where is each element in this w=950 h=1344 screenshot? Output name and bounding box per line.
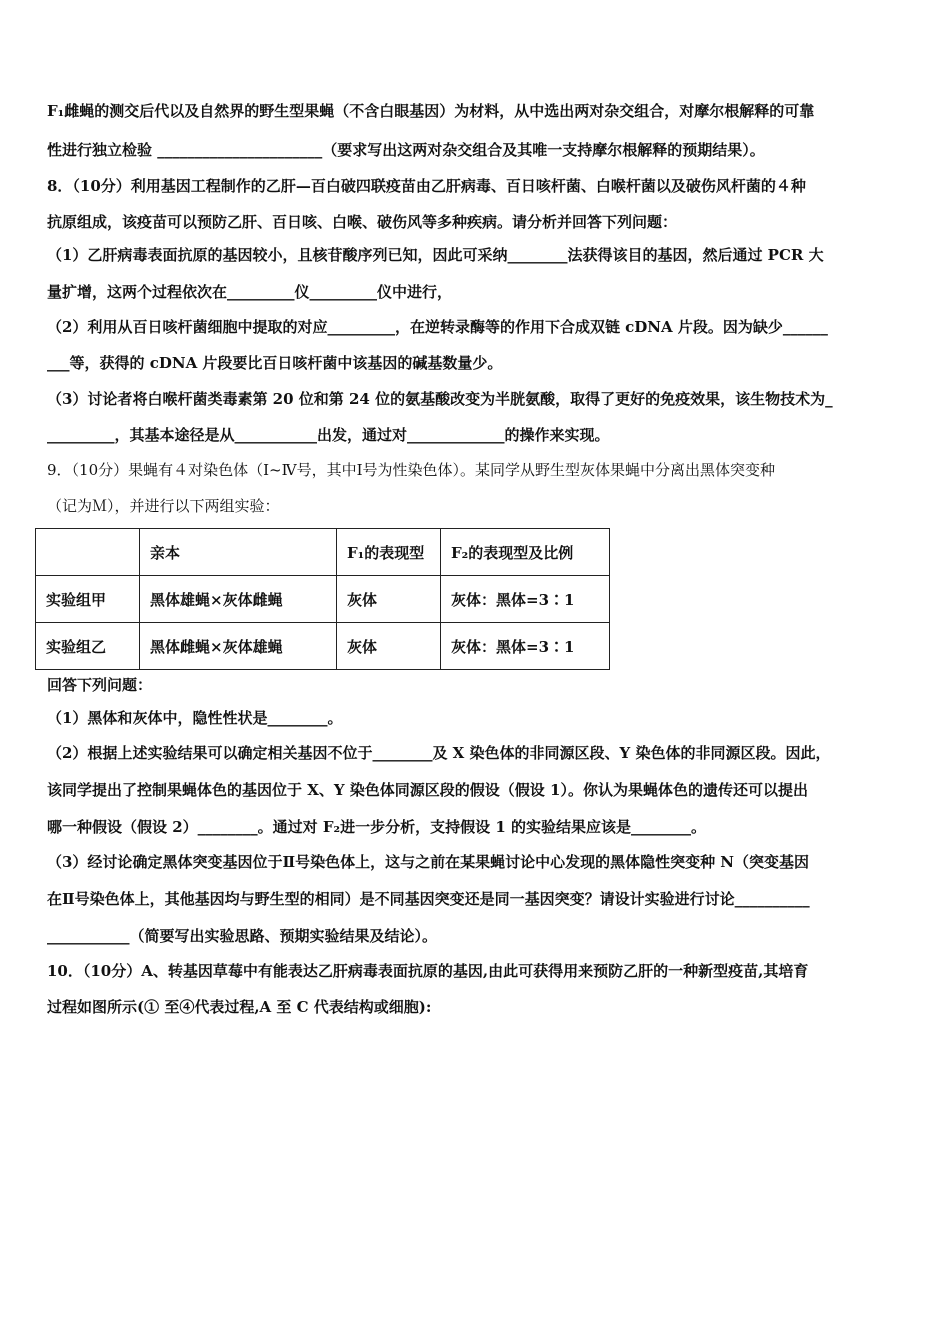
- table-cell: 灰体: [337, 623, 441, 670]
- text-line: （1）乙肝病毒表面抗原的基因较小，且核苷酸序列已知，因此可采纳________法获得该目的基因，然后通过 PCR 大: [47, 246, 824, 264]
- text-line: ___________（简要写出实验思路、预期实验结果及结论）。: [47, 927, 438, 945]
- text-line: 哪一种假设（假设 2）________。通过对 F₂进一步分析，支持假设 1 的实验结果应该是________。: [47, 818, 706, 836]
- text-line: （3）经讨论确定黑体突变基因位于Ⅱ号染色体上，这与之前在某果蝇讨论中心发现的黑体隐性突变种 N（突变基因: [47, 853, 810, 871]
- experiment-table: [35, 528, 610, 670]
- text-line: （3）讨论者将白喉杆菌类毒素第 20 位和第 24 位的氨基酸改变为半胱氨酸，取得了更好的免疫效果，该生物技术为_: [47, 390, 833, 408]
- table-cell: 实验组乙: [36, 623, 140, 670]
- text-line: （2）根据上述实验结果可以确定相关基因不位于________及 X 染色体的非同源区段、Y 染色体的非同源区段。因此，: [47, 744, 831, 762]
- table-header-cell: F₁的表现型: [337, 529, 441, 576]
- table-header-cell: 亲本: [140, 529, 337, 576]
- text-line: 抗原组成，该疫苗可以预防乙肝、百日咳、白喉、破伤风等多种疾病。请分析并回答下列问题：: [47, 213, 678, 231]
- table-cell: 实验组甲: [36, 576, 140, 623]
- text-line: 性进行独立检验 ______________________（要求写出这两对杂交组合及其唯一支持摩尔根解释的预期结果）。: [47, 141, 765, 159]
- table-cell: 黑体雄蝇×灰体雌蝇: [140, 576, 337, 623]
- text-line: 量扩增，这两个过程依次在_________仪_________仪中进行，: [47, 283, 453, 301]
- table-cell: 灰体: [337, 576, 441, 623]
- text-line: 在Ⅱ号染色体上，其他基因均与野生型的相同）是不同基因突变还是同一基因突变？请设计实验进行讨论__________: [47, 890, 810, 908]
- text-line: 该同学提出了控制果蝇体色的基因位于 X、Y 染色体同源区段的假设（假设 1）。你认为果蝇体色的遗传还可以提出: [47, 781, 808, 799]
- table-cell: 灰体：黑体=3∶1: [441, 576, 610, 623]
- table-row: [36, 623, 610, 670]
- table-header-cell: F₂的表现型及比例: [441, 529, 610, 576]
- text-line: 9．（10分）果蝇有４对染色体（Ⅰ~Ⅳ号，其中Ⅰ号为性染色体）。某同学从野生型灰体果蝇中分离出黑体突变种: [47, 461, 776, 479]
- text-line: _________，其基本途径是从___________出发，通过对_____________的操作来实现。: [47, 426, 610, 444]
- table-cell: 灰体：黑体=3∶1: [441, 623, 610, 670]
- table-row: [36, 576, 610, 623]
- table-cell: 黑体雌蝇×灰体雄蝇: [140, 623, 337, 670]
- text-line: （1）黑体和灰体中，隐性性状是________。: [47, 709, 343, 727]
- text-line: F₁雌蝇的测交后代以及自然界的野生型果蝇（不含白眼基因）为材料，从中选出两对杂交组合，对摩尔根解释的可靠: [47, 102, 815, 120]
- text-line: （2）利用从百日咳杆菌细胞中提取的对应_________，在逆转录酶等的作用下合成双链 cDNA 片段。因为缺少______: [47, 318, 828, 336]
- text-line: 8．（10分）利用基因工程制作的乙肝—百白破四联疫苗由乙肝病毒、百日咳杆菌、白喉杆菌以及破伤风杆菌的４种: [47, 177, 806, 195]
- text-line: 10．（10分）A、转基因草莓中有能表达乙肝病毒表面抗原的基因,由此可获得用来预防乙肝的一种新型疫苗,其培育: [47, 962, 809, 980]
- table-header-cell: [36, 529, 140, 576]
- text-line: 回答下列问题：: [47, 676, 153, 694]
- text-line: （记为Ｍ），并进行以下两组实验：: [47, 497, 280, 515]
- text-line: ___等，获得的 cDNA 片段要比百日咳杆菌中该基因的碱基数量少。: [47, 354, 503, 372]
- table-header-row: [36, 529, 610, 576]
- text-line: 过程如图所示(① 至④代表过程,A 至 C 代表结构或细胞):: [47, 998, 432, 1016]
